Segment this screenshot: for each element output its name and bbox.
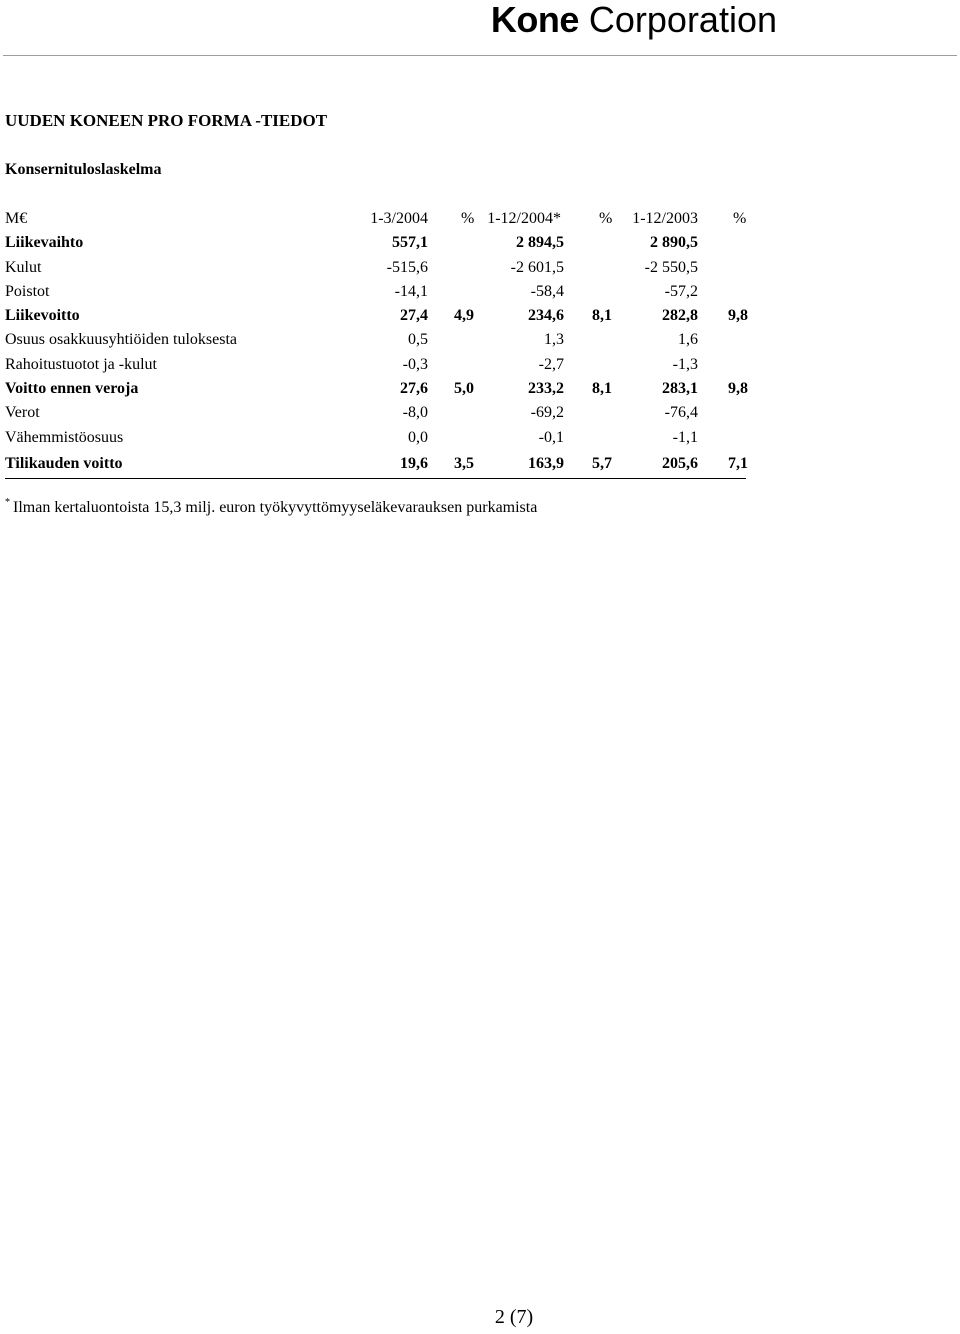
table-header-row [5,207,746,231]
cell-value-3: 282,8 [662,307,698,325]
table-body [5,231,746,450]
cell-percent-3: 9,8 [728,307,748,325]
cell-value-3: -57,2 [664,282,698,300]
row-label: Tilikauden voitto [5,454,123,472]
header-divider [3,55,957,56]
company-logo [491,0,777,40]
cell-value-3: 1,6 [678,331,698,349]
cell-value-1: -14,1 [394,282,428,300]
row-label: Osuus osakkuusyhtiöiden tuloksesta [5,331,237,349]
cell-value-1: -0,3 [402,355,428,373]
table-row [5,328,746,352]
cell-value-1: -8,0 [402,404,428,422]
header-percent-3: % [733,210,747,227]
header-period-2004: 1-12/2004* [487,210,561,227]
cell-percent-2: 8,1 [592,307,612,325]
logo-wordmark-corporation: Corporation [588,0,777,40]
row-label: Rahoitustuotot ja -kulut [5,355,157,373]
document-title: UUDEN KONEEN PRO FORMA -TIEDOT [5,111,328,130]
cell-percent-2: 8,1 [592,380,612,398]
footnote-text: Ilman kertaluontoista 15,3 milj. euron työkyvyttömyyseläkevarauksen purkamista [13,499,538,516]
cell-percent-3: 9,8 [728,380,748,398]
page-number: 2 (7) [494,1306,534,1328]
cell-value-1: 0,5 [408,331,428,349]
cell-value-1: 0,0 [408,428,428,446]
cell-value-3: -1,3 [672,355,698,373]
table-row [5,231,746,255]
header-percent-1: % [461,210,475,227]
table-total-row [5,450,746,478]
cell-value-3: -1,1 [672,428,698,446]
row-label: Vähemmistöosuus [5,428,124,446]
cell-value-2: 233,2 [528,380,564,398]
row-label: Voitto ennen veroja [5,380,139,398]
table-row [5,377,746,401]
row-label: Kulut [5,258,42,276]
cell-value-2: 234,6 [528,307,564,325]
cell-value-2: -58,4 [530,282,564,300]
cell-value-3: 205,6 [662,454,698,472]
cell-value-2: -0,1 [538,428,564,446]
cell-value-3: 2 890,5 [650,234,698,252]
cell-value-1: 27,6 [400,380,428,398]
cell-value-3: 283,1 [662,380,698,398]
table-row [5,304,746,328]
section-title: Konsernituloslaskelma [5,161,162,178]
cell-value-1: 19,6 [400,454,428,472]
header-unit: M€ [5,210,28,227]
cell-value-3: -2 550,5 [644,258,698,276]
cell-value-2: 1,3 [544,331,564,349]
row-label: Liikevoitto [5,307,80,325]
cell-value-2: -2,7 [538,355,564,373]
cell-percent-1: 3,5 [454,454,474,472]
cell-percent-1: 5,0 [454,380,474,398]
table-row [5,353,746,377]
cell-value-2: 163,9 [528,454,564,472]
total-underline [5,478,746,480]
cell-value-3: -76,4 [664,404,698,422]
row-label: Liikevaihto [5,234,84,252]
cell-percent-3: 7,1 [728,454,748,472]
footnote [5,497,537,517]
row-label: Poistot [5,282,50,300]
table-row [5,426,746,450]
income-statement-table [5,207,746,478]
row-label: Verot [5,404,40,422]
logo-wordmark-kone: Kone [490,0,579,40]
footnote-marker: * [5,497,10,508]
cell-value-2: 2 894,5 [516,234,564,252]
cell-value-1: 557,1 [392,234,428,252]
table-row [5,280,746,304]
cell-value-2: -2 601,5 [510,258,564,276]
cell-percent-2: 5,7 [592,454,612,472]
cell-value-1: -515,6 [386,258,428,276]
cell-value-2: -69,2 [530,404,564,422]
cell-value-1: 27,4 [400,307,428,325]
header-period-q1-2004: 1-3/2004 [370,210,428,227]
cell-percent-1: 4,9 [454,307,474,325]
header-period-2003: 1-12/2003 [632,210,698,227]
header-percent-2: % [599,210,613,227]
table-row [5,401,746,425]
table-row [5,256,746,280]
